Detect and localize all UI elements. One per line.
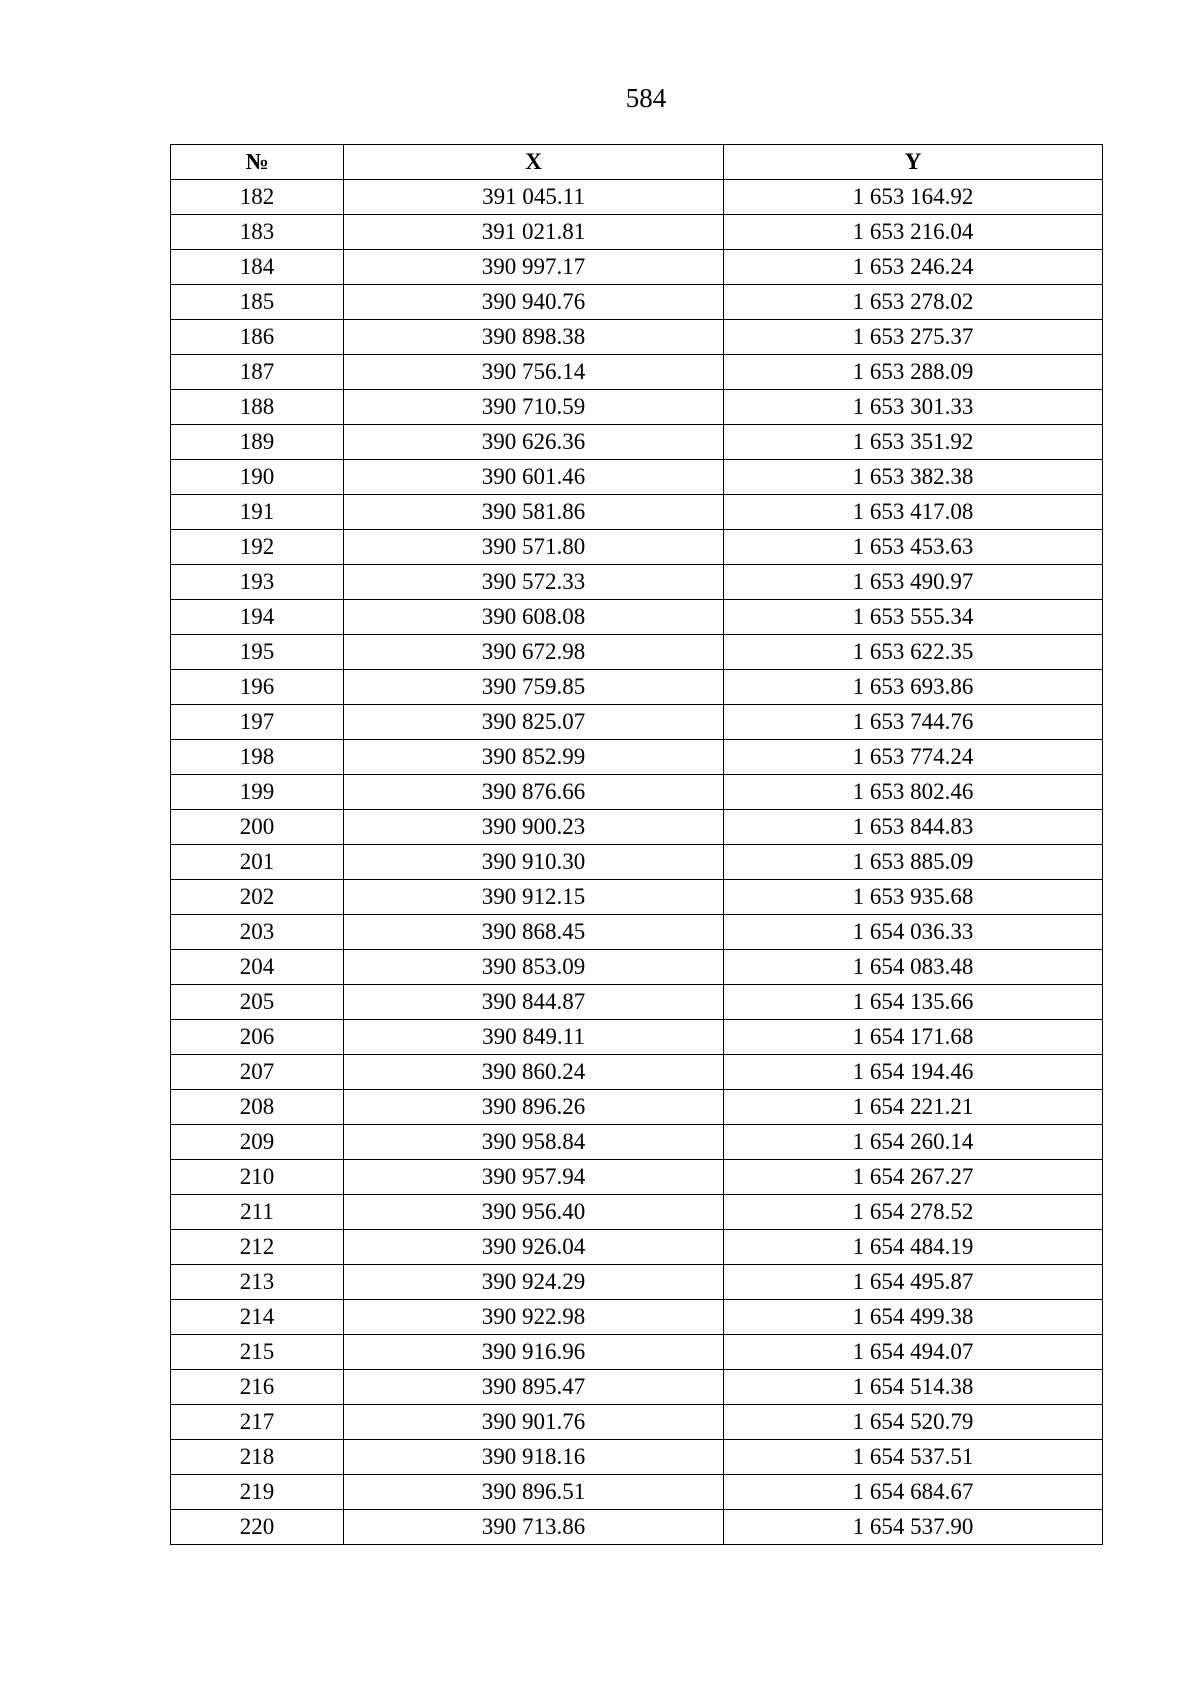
cell-number: 191 (171, 495, 344, 530)
cell-x: 390 571.80 (344, 530, 724, 565)
cell-x: 390 853.09 (344, 950, 724, 985)
cell-y: 1 653 693.86 (724, 670, 1103, 705)
cell-y: 1 653 216.04 (724, 215, 1103, 250)
cell-x: 390 626.36 (344, 425, 724, 460)
cell-y: 1 654 194.46 (724, 1055, 1103, 1090)
table-row (171, 670, 1103, 705)
cell-number: 198 (171, 740, 344, 775)
cell-x: 390 924.29 (344, 1265, 724, 1300)
table-row (171, 1510, 1103, 1545)
cell-y: 1 654 083.48 (724, 950, 1103, 985)
cell-y: 1 653 774.24 (724, 740, 1103, 775)
cell-y: 1 654 260.14 (724, 1125, 1103, 1160)
cell-y: 1 653 417.08 (724, 495, 1103, 530)
table-row (171, 495, 1103, 530)
cell-y: 1 653 802.46 (724, 775, 1103, 810)
cell-x: 390 896.51 (344, 1475, 724, 1510)
cell-y: 1 653 301.33 (724, 390, 1103, 425)
cell-y: 1 653 288.09 (724, 355, 1103, 390)
cell-number: 207 (171, 1055, 344, 1090)
cell-number: 212 (171, 1230, 344, 1265)
cell-x: 390 957.94 (344, 1160, 724, 1195)
cell-number: 201 (171, 845, 344, 880)
cell-x: 390 918.16 (344, 1440, 724, 1475)
cell-number: 187 (171, 355, 344, 390)
cell-x: 390 713.86 (344, 1510, 724, 1545)
cell-y: 1 654 684.67 (724, 1475, 1103, 1510)
cell-x: 390 860.24 (344, 1055, 724, 1090)
cell-x: 390 895.47 (344, 1370, 724, 1405)
cell-number: 218 (171, 1440, 344, 1475)
cell-y: 1 654 495.87 (724, 1265, 1103, 1300)
cell-number: 182 (171, 180, 344, 215)
cell-y: 1 653 555.34 (724, 600, 1103, 635)
cell-y: 1 654 499.38 (724, 1300, 1103, 1335)
cell-x: 390 997.17 (344, 250, 724, 285)
cell-number: 205 (171, 985, 344, 1020)
cell-x: 390 852.99 (344, 740, 724, 775)
cell-number: 209 (171, 1125, 344, 1160)
cell-x: 390 756.14 (344, 355, 724, 390)
cell-x: 390 940.76 (344, 285, 724, 320)
table-row (171, 985, 1103, 1020)
cell-y: 1 653 275.37 (724, 320, 1103, 355)
table-row (171, 705, 1103, 740)
cell-number: 200 (171, 810, 344, 845)
cell-x: 390 601.46 (344, 460, 724, 495)
cell-number: 194 (171, 600, 344, 635)
cell-x: 390 581.86 (344, 495, 724, 530)
table-row (171, 425, 1103, 460)
cell-x: 391 021.81 (344, 215, 724, 250)
cell-number: 219 (171, 1475, 344, 1510)
cell-y: 1 653 351.92 (724, 425, 1103, 460)
cell-number: 204 (171, 950, 344, 985)
cell-x: 390 608.08 (344, 600, 724, 635)
cell-number: 197 (171, 705, 344, 740)
table-row (171, 215, 1103, 250)
table-row (171, 845, 1103, 880)
cell-number: 216 (171, 1370, 344, 1405)
cell-x: 390 672.98 (344, 635, 724, 670)
table-row (171, 1090, 1103, 1125)
cell-number: 210 (171, 1160, 344, 1195)
cell-x: 390 896.26 (344, 1090, 724, 1125)
table-body (171, 180, 1103, 1545)
cell-y: 1 653 164.92 (724, 180, 1103, 215)
cell-y: 1 654 494.07 (724, 1335, 1103, 1370)
cell-number: 214 (171, 1300, 344, 1335)
cell-y: 1 653 382.38 (724, 460, 1103, 495)
table-row (171, 1230, 1103, 1265)
cell-x: 390 916.96 (344, 1335, 724, 1370)
cell-x: 391 045.11 (344, 180, 724, 215)
cell-y: 1 654 514.38 (724, 1370, 1103, 1405)
table-row (171, 635, 1103, 670)
cell-number: 202 (171, 880, 344, 915)
table-row (171, 775, 1103, 810)
header-row (171, 145, 1103, 180)
cell-number: 188 (171, 390, 344, 425)
table-row (171, 250, 1103, 285)
cell-number: 184 (171, 250, 344, 285)
table-row (171, 285, 1103, 320)
cell-y: 1 654 537.90 (724, 1510, 1103, 1545)
cell-x: 390 849.11 (344, 1020, 724, 1055)
cell-y: 1 653 453.63 (724, 530, 1103, 565)
table-row (171, 880, 1103, 915)
header-x: X (344, 145, 724, 180)
cell-y: 1 654 267.27 (724, 1160, 1103, 1195)
cell-x: 390 926.04 (344, 1230, 724, 1265)
cell-x: 390 910.30 (344, 845, 724, 880)
header-y: Y (724, 145, 1103, 180)
table-row (171, 1405, 1103, 1440)
cell-number: 215 (171, 1335, 344, 1370)
cell-y: 1 654 537.51 (724, 1440, 1103, 1475)
cell-number: 196 (171, 670, 344, 705)
cell-y: 1 654 520.79 (724, 1405, 1103, 1440)
table-row (171, 1475, 1103, 1510)
cell-x: 390 901.76 (344, 1405, 724, 1440)
cell-x: 390 759.85 (344, 670, 724, 705)
cell-y: 1 654 484.19 (724, 1230, 1103, 1265)
table-row (171, 1195, 1103, 1230)
cell-x: 390 898.38 (344, 320, 724, 355)
cell-x: 390 912.15 (344, 880, 724, 915)
table-row (171, 390, 1103, 425)
cell-number: 203 (171, 915, 344, 950)
cell-y: 1 654 036.33 (724, 915, 1103, 950)
table-row (171, 1020, 1103, 1055)
cell-number: 213 (171, 1265, 344, 1300)
cell-number: 211 (171, 1195, 344, 1230)
table-row (171, 320, 1103, 355)
table-row (171, 355, 1103, 390)
cell-y: 1 653 885.09 (724, 845, 1103, 880)
cell-y: 1 654 171.68 (724, 1020, 1103, 1055)
cell-x: 390 956.40 (344, 1195, 724, 1230)
cell-x: 390 900.23 (344, 810, 724, 845)
table-row (171, 1370, 1103, 1405)
cell-x: 390 572.33 (344, 565, 724, 600)
table-row (171, 810, 1103, 845)
header-number: № (171, 145, 344, 180)
cell-number: 220 (171, 1510, 344, 1545)
coordinates-table (170, 144, 1103, 1545)
page-number: 584 (625, 83, 667, 113)
cell-y: 1 653 935.68 (724, 880, 1103, 915)
table-row (171, 740, 1103, 775)
cell-number: 217 (171, 1405, 344, 1440)
cell-y: 1 653 246.24 (724, 250, 1103, 285)
cell-number: 185 (171, 285, 344, 320)
table-row (171, 1440, 1103, 1475)
table-row (171, 180, 1103, 215)
cell-number: 193 (171, 565, 344, 600)
table-row (171, 1160, 1103, 1195)
cell-y: 1 653 622.35 (724, 635, 1103, 670)
cell-number: 208 (171, 1090, 344, 1125)
cell-y: 1 654 221.21 (724, 1090, 1103, 1125)
cell-y: 1 654 278.52 (724, 1195, 1103, 1230)
cell-number: 199 (171, 775, 344, 810)
cell-y: 1 653 744.76 (724, 705, 1103, 740)
cell-number: 189 (171, 425, 344, 460)
cell-y: 1 653 490.97 (724, 565, 1103, 600)
table-row (171, 600, 1103, 635)
table-row (171, 915, 1103, 950)
cell-x: 390 922.98 (344, 1300, 724, 1335)
table-row (171, 1265, 1103, 1300)
table-row (171, 1125, 1103, 1160)
table-row (171, 1055, 1103, 1090)
cell-x: 390 710.59 (344, 390, 724, 425)
cell-number: 190 (171, 460, 344, 495)
table-row (171, 950, 1103, 985)
cell-number: 192 (171, 530, 344, 565)
cell-x: 390 958.84 (344, 1125, 724, 1160)
cell-y: 1 654 135.66 (724, 985, 1103, 1020)
table-row (171, 460, 1103, 495)
cell-number: 195 (171, 635, 344, 670)
table-row (171, 530, 1103, 565)
table-row (171, 565, 1103, 600)
cell-number: 183 (171, 215, 344, 250)
cell-x: 390 868.45 (344, 915, 724, 950)
cell-x: 390 825.07 (344, 705, 724, 740)
cell-x: 390 876.66 (344, 775, 724, 810)
cell-y: 1 653 844.83 (724, 810, 1103, 845)
table-header (171, 145, 1103, 180)
cell-y: 1 653 278.02 (724, 285, 1103, 320)
cell-number: 206 (171, 1020, 344, 1055)
cell-number: 186 (171, 320, 344, 355)
cell-x: 390 844.87 (344, 985, 724, 1020)
table-row (171, 1335, 1103, 1370)
table-row (171, 1300, 1103, 1335)
